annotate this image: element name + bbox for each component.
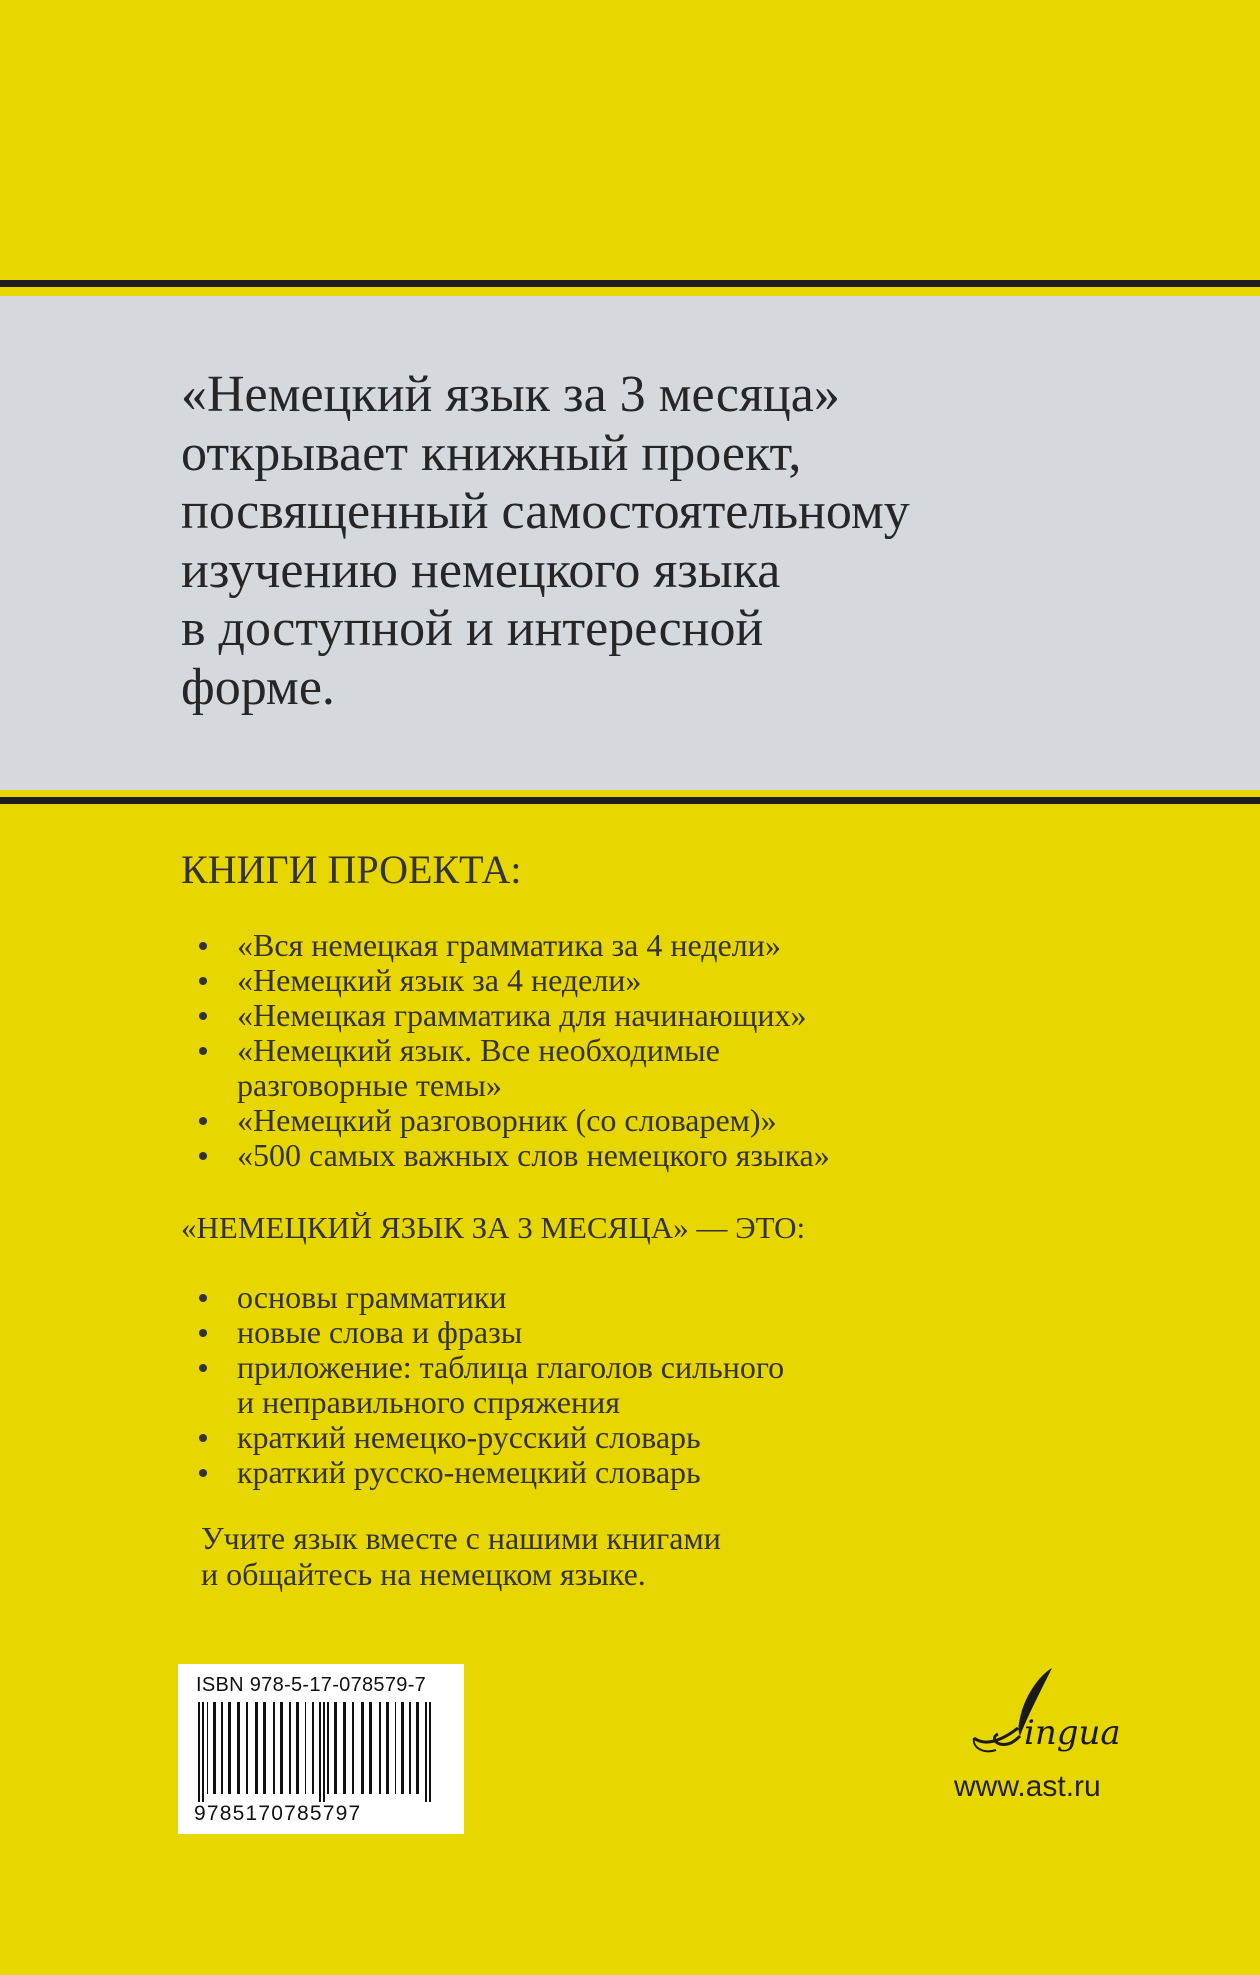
barcode-bar [246,1702,248,1794]
bullet-icon [199,1047,207,1055]
list-item: краткий немецко-русский словарь [181,1420,784,1455]
features-heading: «НЕМЕЦКИЙ ЯЗЫК ЗА 3 МЕСЯЦА» — ЭТО: [181,1210,806,1245]
list-item: «Немецкий язык за 4 недели» [181,963,830,998]
barcode-bar [289,1702,291,1794]
list-item: новые слова и фразы [181,1315,784,1350]
barcode-bar [255,1702,258,1794]
bullet-icon [199,1152,207,1160]
isbn-text: ISBN 978-5-17-078579-7 [196,1674,427,1696]
intro-line: изучению немецкого языка [181,541,781,599]
bullet-icon [199,977,207,985]
barcode-icon [196,1702,446,1802]
bottom-rule [0,797,1260,804]
barcode-bar [263,1702,266,1794]
closing-line: Учите язык вместе с нашими книгами [201,1520,721,1556]
barcode-bar [379,1702,381,1794]
closing-text [201,1520,721,1592]
barcode-bar [395,1702,396,1794]
bullet-icon [199,1117,207,1125]
website-link[interactable]: www.ast.ru [954,1770,1101,1803]
bullet-icon [199,1329,207,1337]
intro-text [181,366,1181,718]
bullet-icon [199,1012,207,1020]
barcode-bar [369,1702,372,1794]
barcode-bar [202,1702,204,1802]
barcode-bar [319,1702,321,1802]
bullet-icon [199,1364,207,1372]
barcode-bar [221,1702,223,1794]
bullet-icon [199,1469,207,1477]
barcode-bar [312,1702,314,1794]
quill-logo-icon [960,1664,1150,1764]
closing-line: и общайтесь на немецком языке. [201,1556,646,1592]
barcode-bar [327,1702,329,1794]
bullet-icon [199,1294,207,1302]
books-list [181,928,830,1173]
intro-line: форме. [181,658,335,716]
barcode-bar [386,1702,389,1794]
books-heading: КНИГИ ПРОЕКТА: [181,847,522,892]
features-list [181,1280,784,1490]
list-item: «Немецкий язык. Все необходимые разговорные темы» [181,1033,830,1103]
ean-digits: 9785170785797 [194,1802,362,1825]
barcode-bar [280,1702,283,1794]
intro-line: в доступной и интересной [181,600,764,658]
barcode-bar [213,1702,216,1794]
bullet-icon [199,942,207,950]
barcode-label [178,1664,464,1834]
barcode-bar [207,1702,208,1794]
barcode-bar [429,1702,431,1802]
barcode-bar [401,1702,404,1794]
list-item: «500 самых важных слов немецкого языка» [181,1138,830,1173]
list-item: «Немецкий разговорник (со словарем)» [181,1103,830,1138]
list-item: приложение: таблица глаголов сильного и неправильного спряжения [181,1350,784,1420]
list-item: краткий русско-немецкий словарь [181,1455,784,1490]
lingua-logo [960,1664,1150,1768]
barcode-bar [296,1702,299,1794]
barcode-bar [343,1702,346,1794]
svg-text:ingua: ingua [1024,1713,1121,1753]
list-item: «Вся немецкая грамматика за 4 недели» [181,928,830,963]
barcode-bar [228,1702,231,1794]
bullet-icon [199,1434,207,1442]
barcode-bar [334,1702,337,1794]
barcode-bar [425,1702,427,1802]
top-rule [0,280,1260,287]
list-item: основы грамматики [181,1280,784,1315]
barcode-bar [273,1702,275,1794]
barcode-bar [416,1702,419,1794]
barcode-bar [352,1702,354,1794]
barcode-bar [305,1702,306,1794]
barcode-bar [323,1702,325,1802]
barcode-bar [409,1702,411,1794]
barcode-bar [198,1702,200,1802]
barcode-bar [237,1702,240,1794]
list-item: «Немецкая грамматика для начинающих» [181,998,830,1033]
intro-line: открывает книжный проект, [181,424,802,482]
barcode-bar [361,1702,364,1794]
intro-line: «Немецкий язык за 3 месяца» [181,366,840,423]
intro-line: посвященный самостоятельному [181,483,910,541]
